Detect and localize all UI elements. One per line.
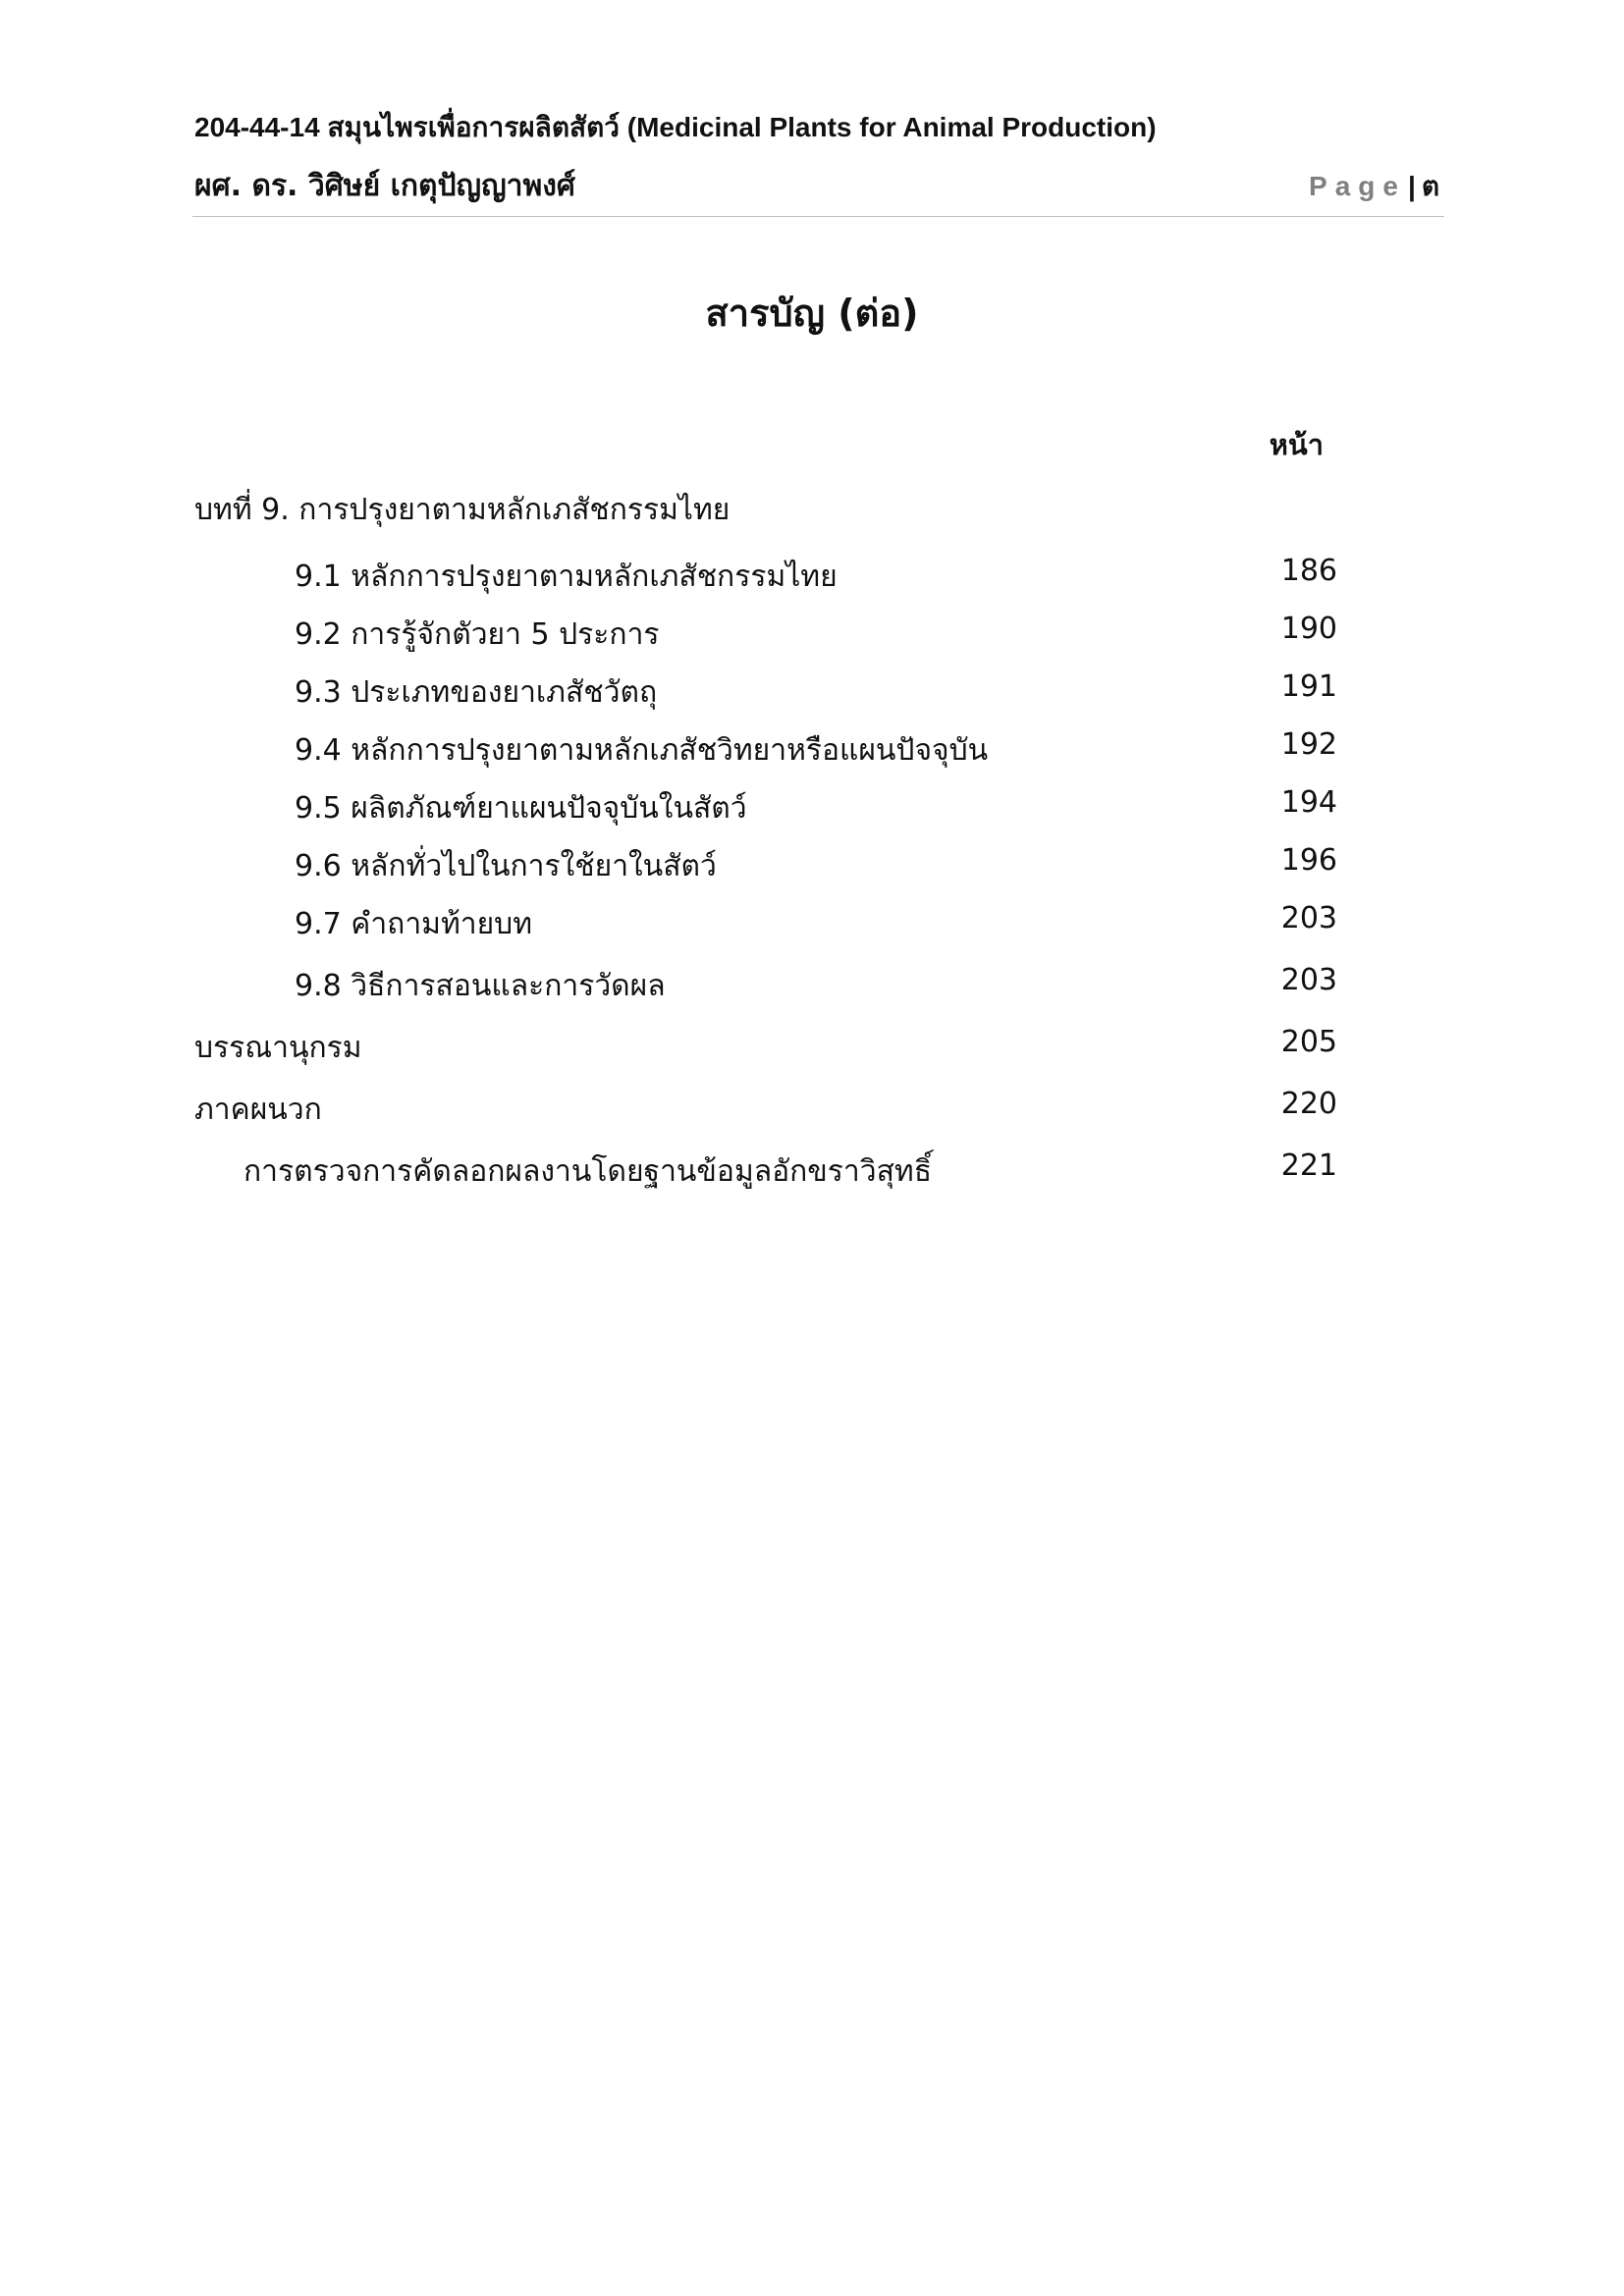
toc-entry-page: 196 <box>1280 843 1337 878</box>
page-column-header: หน้า <box>1269 428 1324 461</box>
toc-entry <box>0 901 1624 940</box>
toc-entry-label: 9.6 หลักทั่วไปในการใช้ยาในสัตว์ <box>295 849 717 883</box>
toc-entry <box>0 669 1624 709</box>
page-title: สารบัญ (ต่อ) <box>705 292 919 335</box>
toc-entry-label: บรรณานุกรม <box>194 1031 362 1065</box>
toc-entry <box>0 554 1624 593</box>
toc-entry-page: 220 <box>1280 1087 1337 1121</box>
toc-entry-label: การตรวจการคัดลอกผลงานโดยฐานข้อมูลอักขราวิสุทธิ์ <box>244 1154 933 1189</box>
toc-entry-page: 205 <box>1280 1025 1337 1059</box>
toc-entry-label: 9.3 ประเภทของยาเภสัชวัตถุ <box>295 675 658 710</box>
author-header: ผศ. ดร. วิศิษย์ เกตุปัญญาพงศ์ <box>194 169 575 203</box>
page-number: ต <box>1421 171 1439 201</box>
toc-chapter-heading <box>0 487 1624 526</box>
toc-entry <box>0 612 1624 651</box>
page-word: Page <box>1309 171 1406 201</box>
toc-entry-label: บทที่ 9. การปรุงยาตามหลักเภสัชกรรมไทย <box>194 493 731 527</box>
toc-entry-page: 186 <box>1280 554 1337 588</box>
toc-entry-page: 190 <box>1280 612 1337 646</box>
toc-entry-label: ภาคผนวก <box>194 1093 322 1127</box>
toc-entry-page: 192 <box>1280 727 1337 762</box>
toc-entry <box>0 727 1624 767</box>
toc-entry <box>0 843 1624 882</box>
toc-entry-page: 191 <box>1280 669 1337 704</box>
course-header: 204-44-14 สมุนไพรเพื่อการผลิตสัตว์ (Medicinal Plants for Animal Production) <box>194 112 1157 142</box>
toc-entry-page: 194 <box>1280 785 1337 820</box>
toc-entry <box>0 1025 1624 1064</box>
toc-entry-label: 9.4 หลักการปรุงยาตามหลักเภสัชวิทยาหรือแผนปัจจุบัน <box>295 733 989 768</box>
page-marker <box>1309 165 1439 208</box>
toc-entry-page: 203 <box>1280 963 1337 997</box>
toc-entry-label: 9.2 การรู้จักตัวยา 5 ประการ <box>295 617 660 652</box>
toc-entry-label: 9.8 วิธีการสอนและการวัดผล <box>295 969 666 1003</box>
page-separator: | <box>1407 171 1416 201</box>
toc-entry <box>0 1087 1624 1126</box>
toc-entry-label: 9.5 ผลิตภัณฑ์ยาแผนปัจจุบันในสัตว์ <box>295 791 747 826</box>
toc-entry-label: 9.1 หลักการปรุงยาตามหลักเภสัชกรรมไทย <box>295 560 838 594</box>
toc-entry-page: 221 <box>1280 1148 1337 1183</box>
toc-entry <box>0 785 1624 825</box>
header-divider <box>192 216 1444 217</box>
toc-entry <box>0 963 1624 1002</box>
toc-entry-label: 9.7 คำถามท้ายบท <box>295 907 532 941</box>
toc-entry-page: 203 <box>1280 901 1337 935</box>
toc-entry <box>0 1148 1624 1188</box>
